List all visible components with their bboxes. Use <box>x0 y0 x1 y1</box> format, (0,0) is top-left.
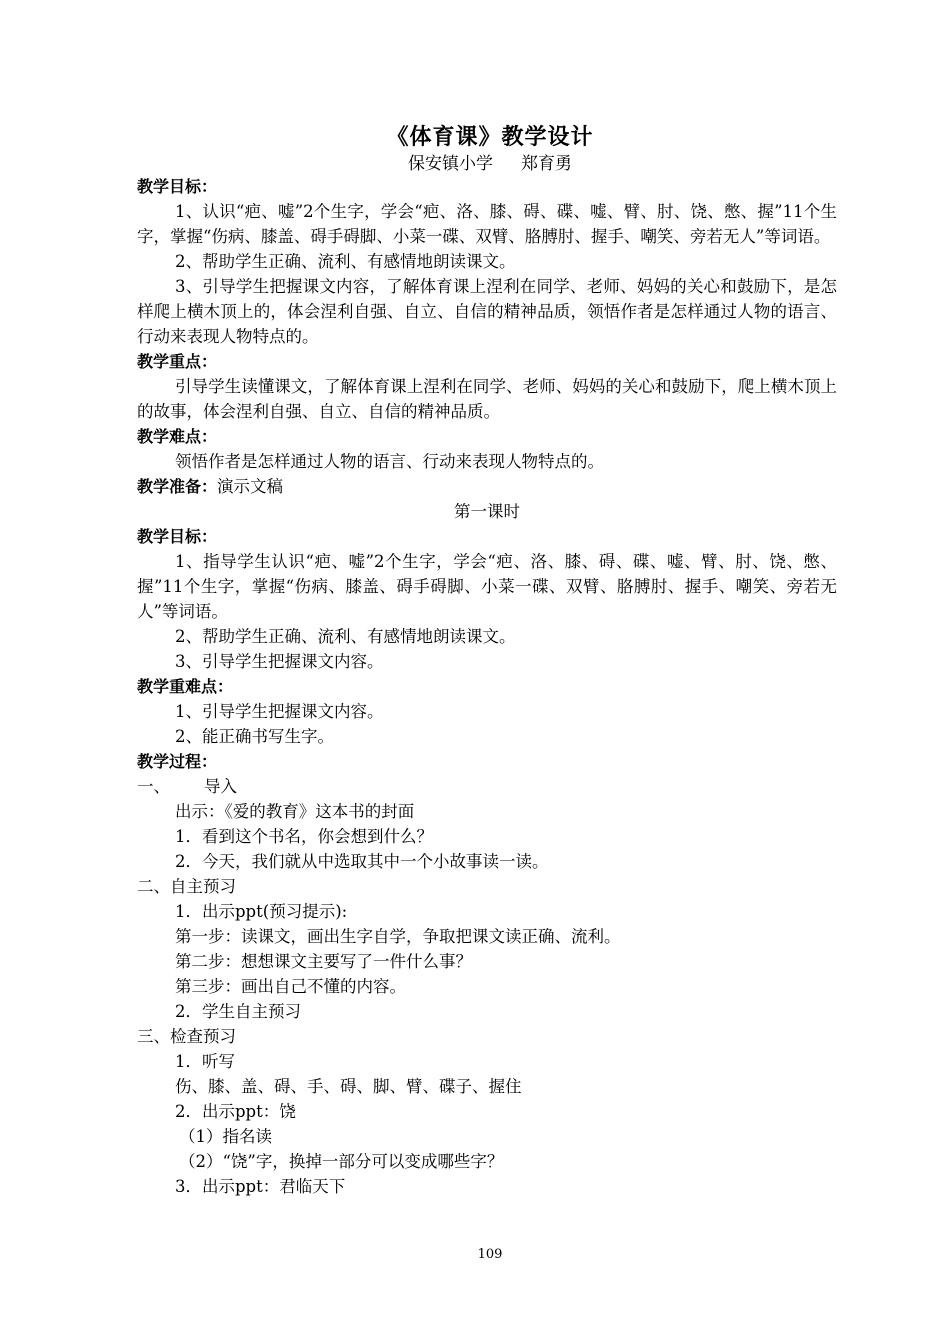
process-line: 2．今天，我们就从中选取其中一个小故事读一读。 <box>175 852 549 871</box>
process-line: 1．出示ppt(预习提示): <box>175 902 348 921</box>
goal-item: 3、引导学生把握课文内容，了解体育课上涅利在同学、老师、妈妈的关心和鼓励下，是怎样爬上横木顶上的，体会涅利自强、自立、自信的精神品质，领悟作者是怎样通过人物的语言、行动来表现人物特点的。 <box>137 277 837 346</box>
section-heading-difficult: 教学难点： <box>137 427 218 446</box>
section-heading-key: 教学重点： <box>137 352 218 371</box>
process-line: 第一步：读课文，画出生字自学，争取把课文读正确、流利。 <box>175 927 621 946</box>
author-school: 保安镇小学 <box>408 154 493 174</box>
keydiff-item: 2、能正确书写生字。 <box>175 727 334 746</box>
goal-item: 1、指导学生认识“疤、嘘”2个生字，学会“疤、洛、膝、碍、碟、嘘、臂、肘、饶、憋、握”11个生字，掌握“伤病、膝盖、碍手碍脚、小菜一碟、双臂、胳膊肘、握手、嘲笑、旁若无人”等词语。 <box>137 552 837 621</box>
prep-line <box>137 474 837 499</box>
document-body <box>137 174 837 1199</box>
key-text: 引导学生读懂课文，了解体育课上涅利在同学、老师、妈妈的关心和鼓励下，爬上横木顶上的故事，体会涅利自强、自立、自信的精神品质。 <box>137 377 837 421</box>
goal-item: 3、引导学生把握课文内容。 <box>175 652 384 671</box>
prep-text: 演示文稿 <box>217 477 284 496</box>
page-number: 109 <box>477 1247 503 1262</box>
process-line: 出示：《爱的教育》这本书的封面 <box>175 802 415 821</box>
process-line: 伤、膝、盖、碍、手、碍、脚、臂、碟子、握住 <box>175 1077 522 1096</box>
process-line: 第二步：想想课文主要写了一件什么事？ <box>175 952 472 971</box>
section-heading-prep: 教学准备： <box>137 477 218 496</box>
process-line: 1．听写 <box>175 1052 235 1071</box>
goal-item: 2、帮助学生正确、流利、有感情地朗读课文。 <box>175 627 516 646</box>
section-number: 一、 <box>137 777 170 796</box>
process-line: 2．学生自主预习 <box>175 1002 301 1021</box>
process-line: 2．出示ppt：饶 <box>175 1102 296 1121</box>
difficult-text: 领悟作者是怎样通过人物的语言、行动来表现人物特点的。 <box>175 452 604 471</box>
section-heading-goals-2: 教学目标： <box>137 527 218 546</box>
process-section-3: 三、检查预习 <box>137 1027 236 1046</box>
goal-item: 1、认识“疤、嘘”2个生字，学会“疤、洛、膝、碍、碟、嘘、臂、肘、饶、憋、握”11个生字，掌握“伤病、膝盖、碍手碍脚、小菜一碟、双臂、胳膊肘、握手、嘲笑、旁若无人”等词语。 <box>137 202 837 246</box>
section-heading-keydiff: 教学重难点： <box>137 677 234 696</box>
process-sub-line: （1）指名读 <box>179 1127 272 1146</box>
section-heading-process: 教学过程： <box>137 752 218 771</box>
document-title: 《体育课》教学设计 <box>386 125 594 150</box>
section-label: 导入 <box>204 777 237 796</box>
process-section-2: 二、自主预习 <box>137 877 236 896</box>
section-heading-goals: 教学目标： <box>137 177 218 196</box>
author-name: 郑育勇 <box>521 154 572 174</box>
process-line: 3．出示ppt：君临天下 <box>175 1177 346 1196</box>
process-section-1 <box>137 774 837 799</box>
keydiff-item: 1、引导学生把握课文内容。 <box>175 702 384 721</box>
lesson-title: 第一课时 <box>454 502 520 521</box>
author-line <box>0 149 950 174</box>
process-sub-line: （2）“饶”字，换掉一部分可以变成哪些字？ <box>179 1152 504 1171</box>
goal-item: 2、帮助学生正确、流利、有感情地朗读课文。 <box>175 252 516 271</box>
process-line: 1．看到这个书名，你会想到什么？ <box>175 827 433 846</box>
process-line: 第三步：画出自己不懂的内容。 <box>175 977 406 996</box>
